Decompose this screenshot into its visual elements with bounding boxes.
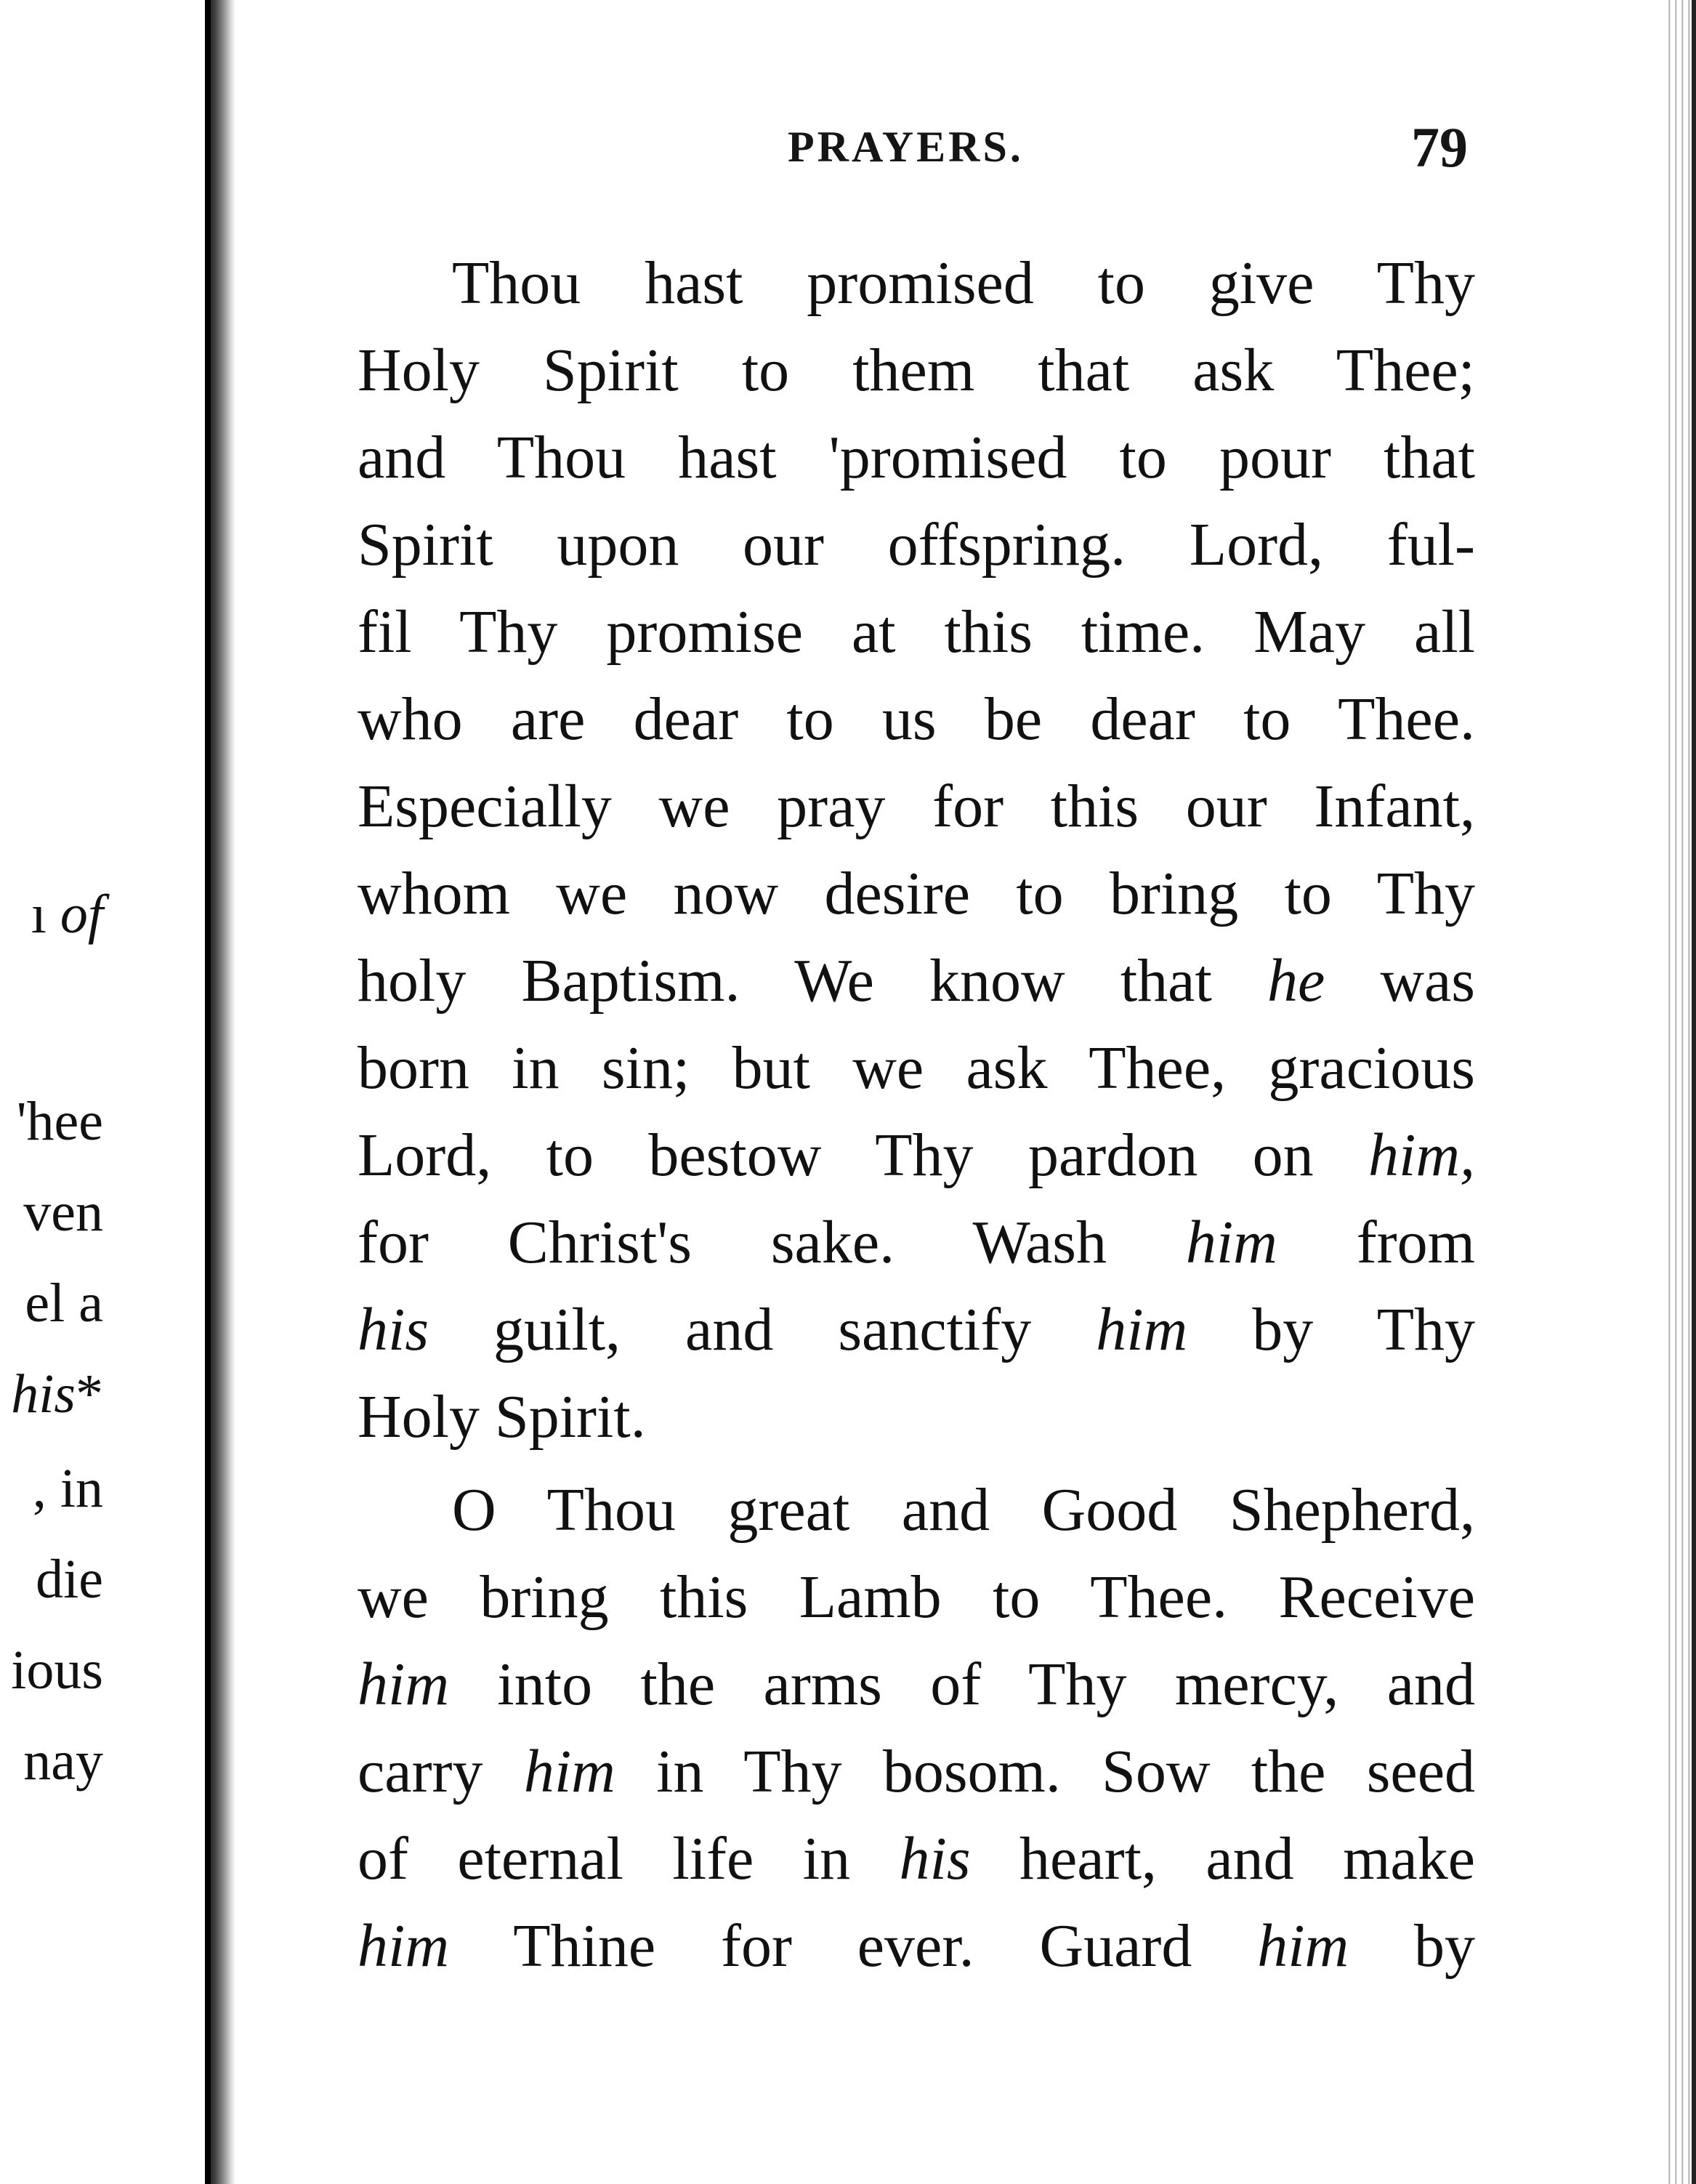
text-run: * <box>76 1363 103 1425</box>
left-page-fragment <box>32 1458 103 1519</box>
page-stack-shadow <box>1692 0 1696 2184</box>
text-run: by Thy <box>1187 1296 1476 1363</box>
text-run: we bring this Lamb to Thee. Receive <box>358 1563 1475 1631</box>
text-run: guilt, and sanctify <box>429 1296 1097 1363</box>
text-line <box>358 763 1475 850</box>
italic-word: him <box>358 1912 449 1980</box>
left-page-fragment <box>31 884 103 945</box>
text-line <box>358 676 1475 763</box>
text-run: ı <box>31 884 60 945</box>
text-line <box>358 850 1475 938</box>
left-page-fragment <box>11 1640 103 1701</box>
italic-word: him <box>523 1738 615 1805</box>
text-run: O Thou great and Good Shepherd, <box>452 1476 1475 1544</box>
left-page-fragment <box>23 1730 103 1792</box>
text-run: Thine for ever. Guard <box>449 1912 1258 1980</box>
text-run: Holy Spirit to them that ask Thee; <box>358 337 1475 404</box>
running-head: PRAYERS. <box>788 123 1024 171</box>
text-run: fil Thy promise at this time. May all <box>358 598 1475 666</box>
italic-word: him <box>1096 1296 1188 1363</box>
left-page-fragment <box>25 1273 103 1334</box>
text-run: heart, and make <box>970 1825 1475 1893</box>
text-run: ven <box>23 1182 103 1243</box>
italic-word: his <box>358 1296 429 1363</box>
text-line <box>358 1286 1475 1374</box>
text-run: holy Baptism. We know that <box>358 947 1267 1015</box>
text-line <box>358 240 1475 327</box>
text-line <box>358 1641 1475 1728</box>
text-run: 'hee <box>16 1091 103 1152</box>
text-line <box>358 1112 1475 1199</box>
italic-word: his <box>899 1825 971 1893</box>
text-run: into the arms of Thy mercy, and <box>449 1651 1475 1718</box>
text-run: Holy Spirit. <box>358 1383 646 1451</box>
text-run: carry <box>358 1738 524 1805</box>
text-run: ious <box>11 1640 103 1701</box>
text-line <box>358 1374 1475 1461</box>
text-line <box>358 501 1475 589</box>
text-line <box>358 589 1475 676</box>
left-page-fragment <box>36 1549 103 1610</box>
text-line <box>358 327 1475 414</box>
text-run: Thou hast promised to give Thy <box>452 249 1475 317</box>
gutter-edge <box>205 0 211 2184</box>
text-run: of eternal life in <box>358 1825 900 1893</box>
text-run: Lord, to bestow Thy pardon on <box>358 1121 1368 1189</box>
text-line <box>358 1903 1475 1990</box>
text-run: born in sin; but we ask Thee, gracious <box>358 1034 1475 1102</box>
text-line <box>358 1554 1475 1641</box>
left-page-fragment <box>16 1091 103 1152</box>
text-line <box>358 1025 1475 1112</box>
italic-word: he <box>1267 947 1325 1015</box>
text-run: was <box>1325 947 1475 1015</box>
text-run: for Christ's sake. Wash <box>358 1209 1186 1276</box>
italic-word: him <box>358 1651 449 1718</box>
text-line <box>358 1728 1475 1816</box>
text-line <box>358 1467 1475 1554</box>
text-line <box>358 414 1475 501</box>
book-page <box>235 0 1664 2184</box>
text-run: nay <box>23 1730 103 1792</box>
left-page-fragment <box>23 1182 103 1243</box>
left-facing-page <box>0 0 205 2184</box>
italic-word: him <box>1185 1209 1277 1276</box>
text-run: in Thy bosom. Sow the seed <box>615 1738 1475 1805</box>
text-run: el a <box>25 1273 103 1334</box>
italic-word: him, <box>1368 1121 1475 1189</box>
text-run: and Thou hast 'promised to pour that <box>358 424 1475 491</box>
text-run: Spirit upon our offspring. Lord, ful- <box>358 511 1475 579</box>
italic-word: of <box>60 884 103 945</box>
text-line <box>358 1816 1475 1903</box>
body-text <box>358 240 1475 1990</box>
text-run: by <box>1349 1912 1476 1980</box>
text-run: whom we now desire to bring to Thy <box>358 860 1475 927</box>
text-line <box>358 1199 1475 1286</box>
page-number: 79 <box>1411 116 1468 179</box>
italic-word: his <box>11 1363 76 1425</box>
text-run: from <box>1277 1209 1475 1276</box>
italic-word: him <box>1257 1912 1349 1980</box>
text-run: who are dear to us be dear to Thee. <box>358 685 1475 753</box>
text-line <box>358 938 1475 1025</box>
text-run: die <box>36 1549 103 1610</box>
text-run: , in <box>32 1458 103 1519</box>
left-page-fragment <box>11 1363 103 1425</box>
text-run: Especially we pray for this our Infant, <box>358 773 1475 840</box>
